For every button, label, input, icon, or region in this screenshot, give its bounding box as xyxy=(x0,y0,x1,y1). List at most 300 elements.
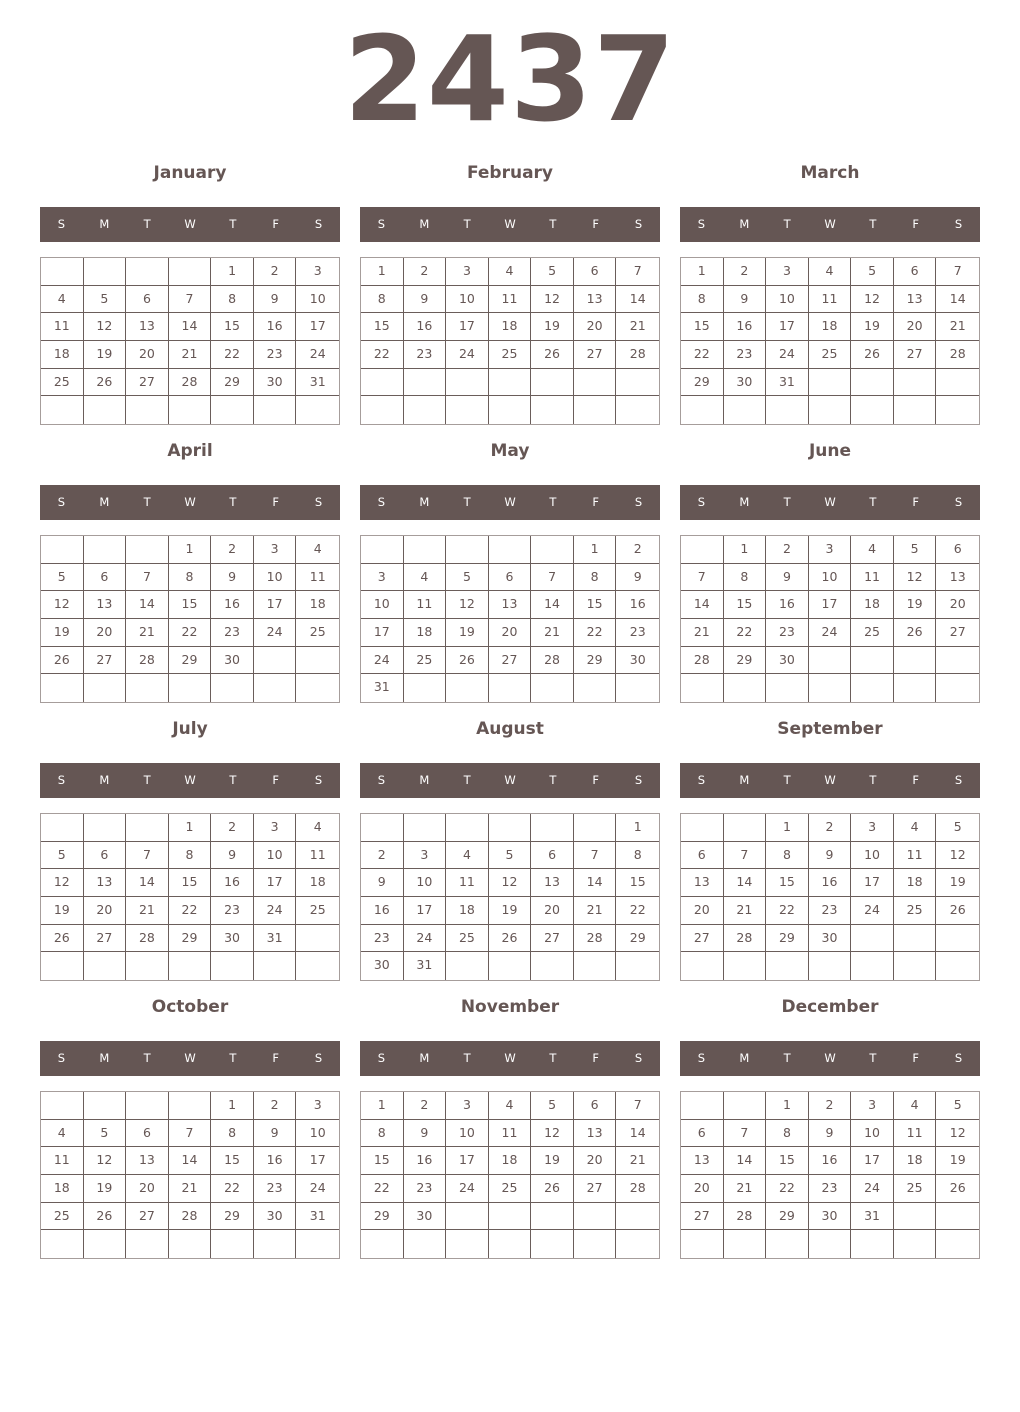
weekday-header xyxy=(360,207,660,242)
day-cell: 20 xyxy=(84,897,127,925)
day-cell xyxy=(681,396,724,424)
day-cell: 7 xyxy=(169,1120,212,1148)
day-cell: 13 xyxy=(936,564,979,592)
day-cell xyxy=(894,396,937,424)
weekday-label: S xyxy=(314,773,323,787)
day-cell: 28 xyxy=(724,925,767,953)
day-cell: 30 xyxy=(809,925,852,953)
weekday-label: F xyxy=(272,773,280,787)
month-title: May xyxy=(490,441,530,461)
day-cell xyxy=(766,952,809,980)
weekday-label: F xyxy=(592,217,600,231)
day-cell: 16 xyxy=(211,591,254,619)
day-cell: 17 xyxy=(361,619,404,647)
day-cell: 17 xyxy=(446,313,489,341)
day-cell: 5 xyxy=(851,258,894,286)
day-cell: 10 xyxy=(809,564,852,592)
day-cell xyxy=(766,1230,809,1258)
day-cell: 20 xyxy=(681,897,724,925)
day-cell xyxy=(809,674,852,702)
day-cell: 18 xyxy=(489,313,532,341)
weekday-label: F xyxy=(912,217,920,231)
weekday-label: W xyxy=(824,1051,836,1065)
day-cell: 16 xyxy=(809,869,852,897)
day-cell: 14 xyxy=(169,313,212,341)
day-cell xyxy=(404,1230,447,1258)
day-cell: 26 xyxy=(531,341,574,369)
day-cell xyxy=(531,1230,574,1258)
day-cell xyxy=(724,814,767,842)
day-cell: 25 xyxy=(446,925,489,953)
day-cell: 8 xyxy=(361,286,404,314)
day-cell xyxy=(681,536,724,564)
day-cell xyxy=(681,814,724,842)
weekday-label: M xyxy=(739,1051,750,1065)
day-cell: 27 xyxy=(84,647,127,675)
weekday-label: F xyxy=(592,773,600,787)
day-cell: 4 xyxy=(894,814,937,842)
day-cell xyxy=(809,1230,852,1258)
day-cell xyxy=(531,674,574,702)
day-cell: 30 xyxy=(809,1203,852,1231)
weekday-label: T xyxy=(143,495,151,509)
day-cell: 18 xyxy=(894,869,937,897)
day-cell: 9 xyxy=(361,869,404,897)
day-cell: 6 xyxy=(574,1092,617,1120)
day-cell xyxy=(936,647,979,675)
day-cell: 22 xyxy=(681,341,724,369)
day-cell: 12 xyxy=(41,591,84,619)
day-cell: 29 xyxy=(361,1203,404,1231)
day-cell: 26 xyxy=(41,925,84,953)
day-cell: 2 xyxy=(404,1092,447,1120)
day-cell: 18 xyxy=(41,1175,84,1203)
day-cell: 5 xyxy=(531,258,574,286)
weekday-label: T xyxy=(783,217,791,231)
day-grid xyxy=(680,257,980,425)
day-cell: 22 xyxy=(169,619,212,647)
day-cell: 26 xyxy=(84,1203,127,1231)
day-cell: 7 xyxy=(681,564,724,592)
day-cell: 7 xyxy=(126,842,169,870)
day-cell xyxy=(41,952,84,980)
day-grid xyxy=(40,813,340,981)
day-cell: 24 xyxy=(296,1175,339,1203)
month-title: April xyxy=(167,441,213,461)
day-cell: 7 xyxy=(574,842,617,870)
day-cell: 15 xyxy=(681,313,724,341)
year-title: 2437 xyxy=(343,10,677,148)
day-cell: 16 xyxy=(211,869,254,897)
day-cell: 23 xyxy=(766,619,809,647)
day-cell xyxy=(361,814,404,842)
day-cell: 4 xyxy=(296,814,339,842)
day-cell: 22 xyxy=(361,341,404,369)
day-cell: 3 xyxy=(254,536,297,564)
day-cell xyxy=(41,814,84,842)
day-cell xyxy=(724,674,767,702)
day-cell: 10 xyxy=(446,1120,489,1148)
day-cell: 20 xyxy=(126,341,169,369)
day-cell: 25 xyxy=(404,647,447,675)
day-cell xyxy=(851,369,894,397)
day-cell xyxy=(851,674,894,702)
day-cell: 5 xyxy=(531,1092,574,1120)
day-cell: 2 xyxy=(809,1092,852,1120)
weekday-label: S xyxy=(377,1051,386,1065)
day-cell: 6 xyxy=(681,842,724,870)
day-cell: 12 xyxy=(936,1120,979,1148)
day-cell xyxy=(169,396,212,424)
day-cell: 14 xyxy=(126,591,169,619)
day-cell: 16 xyxy=(724,313,767,341)
day-cell: 29 xyxy=(766,925,809,953)
day-cell: 21 xyxy=(574,897,617,925)
day-cell: 10 xyxy=(296,1120,339,1148)
day-cell: 22 xyxy=(724,619,767,647)
day-cell: 29 xyxy=(724,647,767,675)
day-cell: 27 xyxy=(574,1175,617,1203)
day-cell: 1 xyxy=(724,536,767,564)
day-cell: 6 xyxy=(126,1120,169,1148)
day-cell: 5 xyxy=(936,814,979,842)
day-cell: 31 xyxy=(404,952,447,980)
weekday-label: W xyxy=(504,495,516,509)
weekday-label: S xyxy=(634,495,643,509)
day-cell xyxy=(84,396,127,424)
day-cell: 3 xyxy=(296,1092,339,1120)
day-cell: 1 xyxy=(681,258,724,286)
day-cell: 17 xyxy=(296,1147,339,1175)
weekday-label: S xyxy=(954,495,963,509)
day-cell xyxy=(894,674,937,702)
day-cell: 3 xyxy=(254,814,297,842)
day-cell: 11 xyxy=(851,564,894,592)
day-cell: 23 xyxy=(361,925,404,953)
day-cell: 7 xyxy=(724,1120,767,1148)
day-cell: 28 xyxy=(126,925,169,953)
day-cell: 11 xyxy=(489,286,532,314)
day-cell xyxy=(126,952,169,980)
day-cell: 16 xyxy=(254,1147,297,1175)
day-cell: 15 xyxy=(766,1147,809,1175)
day-cell: 1 xyxy=(766,814,809,842)
day-cell: 11 xyxy=(404,591,447,619)
day-cell: 26 xyxy=(936,1175,979,1203)
day-cell: 28 xyxy=(681,647,724,675)
day-cell: 12 xyxy=(531,286,574,314)
day-cell: 13 xyxy=(84,591,127,619)
day-cell: 9 xyxy=(616,564,659,592)
day-cell xyxy=(574,1230,617,1258)
day-cell: 27 xyxy=(531,925,574,953)
day-cell: 30 xyxy=(404,1203,447,1231)
day-cell: 14 xyxy=(169,1147,212,1175)
day-cell xyxy=(531,536,574,564)
day-cell xyxy=(296,952,339,980)
day-cell xyxy=(936,925,979,953)
day-cell: 22 xyxy=(574,619,617,647)
weekday-label: M xyxy=(419,773,430,787)
day-cell xyxy=(936,952,979,980)
day-cell: 2 xyxy=(616,536,659,564)
day-cell xyxy=(126,1230,169,1258)
day-grid xyxy=(680,535,980,703)
day-cell: 25 xyxy=(41,369,84,397)
month-title: October xyxy=(151,997,229,1017)
day-cell xyxy=(574,814,617,842)
day-cell: 22 xyxy=(211,1175,254,1203)
weekday-label: F xyxy=(592,495,600,509)
day-cell xyxy=(84,1092,127,1120)
day-cell: 7 xyxy=(531,564,574,592)
day-cell xyxy=(489,952,532,980)
day-cell: 21 xyxy=(724,897,767,925)
day-cell: 28 xyxy=(616,341,659,369)
day-cell: 21 xyxy=(169,1175,212,1203)
day-cell: 12 xyxy=(851,286,894,314)
day-cell: 16 xyxy=(361,897,404,925)
day-cell: 17 xyxy=(766,313,809,341)
day-cell xyxy=(296,647,339,675)
day-cell: 23 xyxy=(254,341,297,369)
day-cell: 17 xyxy=(296,313,339,341)
weekday-label: S xyxy=(314,495,323,509)
day-cell xyxy=(211,1230,254,1258)
day-cell: 28 xyxy=(616,1175,659,1203)
day-cell: 23 xyxy=(809,1175,852,1203)
weekday-label: F xyxy=(272,217,280,231)
day-cell xyxy=(254,952,297,980)
day-cell: 28 xyxy=(531,647,574,675)
day-cell: 29 xyxy=(681,369,724,397)
day-cell xyxy=(574,396,617,424)
day-grid xyxy=(360,1091,660,1259)
day-cell: 28 xyxy=(936,341,979,369)
day-cell: 11 xyxy=(296,842,339,870)
weekday-label: S xyxy=(377,217,386,231)
weekday-label: W xyxy=(184,1051,196,1065)
weekday-header xyxy=(360,1041,660,1076)
day-cell xyxy=(211,674,254,702)
day-cell: 22 xyxy=(169,897,212,925)
day-cell: 27 xyxy=(126,1203,169,1231)
day-cell: 12 xyxy=(936,842,979,870)
day-cell: 2 xyxy=(809,814,852,842)
day-cell: 4 xyxy=(809,258,852,286)
day-cell: 1 xyxy=(169,536,212,564)
day-cell: 12 xyxy=(41,869,84,897)
day-cell xyxy=(531,396,574,424)
day-cell xyxy=(41,1092,84,1120)
day-cell xyxy=(894,369,937,397)
day-cell: 13 xyxy=(126,313,169,341)
day-cell: 25 xyxy=(489,341,532,369)
day-cell: 3 xyxy=(851,1092,894,1120)
weekday-label: T xyxy=(463,773,471,787)
day-cell: 16 xyxy=(404,1147,447,1175)
day-cell: 29 xyxy=(211,369,254,397)
day-cell: 27 xyxy=(681,1203,724,1231)
day-cell: 4 xyxy=(489,1092,532,1120)
day-cell xyxy=(41,536,84,564)
weekday-header xyxy=(40,485,340,520)
weekday-label: T xyxy=(463,217,471,231)
day-cell: 21 xyxy=(616,1147,659,1175)
day-cell: 4 xyxy=(296,536,339,564)
day-cell xyxy=(404,674,447,702)
day-cell xyxy=(84,258,127,286)
weekday-label: S xyxy=(314,217,323,231)
weekday-label: T xyxy=(549,1051,557,1065)
day-cell: 15 xyxy=(574,591,617,619)
weekday-label: F xyxy=(592,1051,600,1065)
day-cell: 16 xyxy=(254,313,297,341)
day-cell: 25 xyxy=(894,897,937,925)
month-title: June xyxy=(808,441,852,461)
day-cell: 8 xyxy=(211,286,254,314)
weekday-label: T xyxy=(783,1051,791,1065)
weekday-label: S xyxy=(57,773,66,787)
day-cell: 15 xyxy=(211,1147,254,1175)
day-cell: 7 xyxy=(936,258,979,286)
day-cell xyxy=(489,369,532,397)
day-cell xyxy=(851,1230,894,1258)
day-cell: 7 xyxy=(724,842,767,870)
day-cell: 6 xyxy=(84,842,127,870)
day-cell xyxy=(41,674,84,702)
day-cell: 9 xyxy=(254,286,297,314)
weekday-label: T xyxy=(229,1051,237,1065)
day-cell: 29 xyxy=(766,1203,809,1231)
day-cell: 1 xyxy=(211,1092,254,1120)
day-cell xyxy=(254,396,297,424)
day-cell xyxy=(404,536,447,564)
day-cell: 18 xyxy=(809,313,852,341)
day-cell xyxy=(809,647,852,675)
day-cell: 8 xyxy=(681,286,724,314)
day-cell: 11 xyxy=(41,313,84,341)
day-cell: 15 xyxy=(724,591,767,619)
day-cell: 26 xyxy=(446,647,489,675)
day-cell xyxy=(489,814,532,842)
day-cell: 9 xyxy=(766,564,809,592)
weekday-header xyxy=(40,763,340,798)
day-cell: 23 xyxy=(616,619,659,647)
day-cell: 20 xyxy=(894,313,937,341)
day-cell: 11 xyxy=(894,1120,937,1148)
weekday-label: S xyxy=(634,773,643,787)
day-cell: 11 xyxy=(446,869,489,897)
day-cell xyxy=(574,674,617,702)
day-cell xyxy=(936,1203,979,1231)
weekday-label: S xyxy=(634,217,643,231)
day-cell: 14 xyxy=(724,869,767,897)
weekday-label: F xyxy=(912,773,920,787)
day-cell: 10 xyxy=(766,286,809,314)
day-cell xyxy=(169,258,212,286)
weekday-label: T xyxy=(549,773,557,787)
day-cell xyxy=(169,674,212,702)
day-cell: 4 xyxy=(41,1120,84,1148)
day-cell: 19 xyxy=(41,619,84,647)
day-cell: 12 xyxy=(446,591,489,619)
day-cell: 11 xyxy=(489,1120,532,1148)
day-cell: 12 xyxy=(84,1147,127,1175)
day-grid xyxy=(360,813,660,981)
day-grid xyxy=(360,535,660,703)
day-cell: 10 xyxy=(254,842,297,870)
weekday-header xyxy=(680,207,980,242)
day-cell: 3 xyxy=(446,1092,489,1120)
day-cell: 5 xyxy=(489,842,532,870)
day-cell: 25 xyxy=(851,619,894,647)
day-cell xyxy=(361,536,404,564)
day-cell: 21 xyxy=(936,313,979,341)
day-cell: 24 xyxy=(851,1175,894,1203)
day-cell: 14 xyxy=(724,1147,767,1175)
day-cell: 19 xyxy=(936,869,979,897)
day-cell: 21 xyxy=(681,619,724,647)
day-cell xyxy=(296,1230,339,1258)
day-cell xyxy=(254,674,297,702)
weekday-label: S xyxy=(697,217,706,231)
day-cell: 18 xyxy=(894,1147,937,1175)
day-cell: 13 xyxy=(489,591,532,619)
day-cell xyxy=(681,1092,724,1120)
weekday-label: T xyxy=(783,773,791,787)
day-cell: 4 xyxy=(446,842,489,870)
day-cell: 2 xyxy=(254,258,297,286)
weekday-label: T xyxy=(549,495,557,509)
day-cell xyxy=(169,952,212,980)
day-cell xyxy=(724,952,767,980)
day-cell: 3 xyxy=(446,258,489,286)
day-cell: 18 xyxy=(296,591,339,619)
day-cell xyxy=(531,952,574,980)
day-cell: 19 xyxy=(84,341,127,369)
day-cell: 19 xyxy=(851,313,894,341)
day-cell: 29 xyxy=(169,647,212,675)
day-cell: 3 xyxy=(296,258,339,286)
day-cell: 11 xyxy=(809,286,852,314)
day-cell: 20 xyxy=(489,619,532,647)
day-cell xyxy=(616,1230,659,1258)
day-cell: 9 xyxy=(211,564,254,592)
weekday-label: F xyxy=(272,1051,280,1065)
day-cell: 9 xyxy=(809,842,852,870)
day-cell xyxy=(936,369,979,397)
day-cell: 17 xyxy=(446,1147,489,1175)
day-cell: 14 xyxy=(681,591,724,619)
day-cell: 1 xyxy=(616,814,659,842)
weekday-label: T xyxy=(229,217,237,231)
day-cell xyxy=(169,1230,212,1258)
weekday-label: W xyxy=(504,217,516,231)
day-cell xyxy=(254,647,297,675)
day-cell xyxy=(361,369,404,397)
weekday-header xyxy=(40,1041,340,1076)
day-cell: 26 xyxy=(531,1175,574,1203)
day-cell: 4 xyxy=(894,1092,937,1120)
day-cell xyxy=(724,1092,767,1120)
day-cell: 19 xyxy=(489,897,532,925)
day-cell: 8 xyxy=(361,1120,404,1148)
day-cell: 14 xyxy=(616,286,659,314)
day-cell: 15 xyxy=(361,1147,404,1175)
day-cell xyxy=(809,396,852,424)
day-cell: 17 xyxy=(254,869,297,897)
